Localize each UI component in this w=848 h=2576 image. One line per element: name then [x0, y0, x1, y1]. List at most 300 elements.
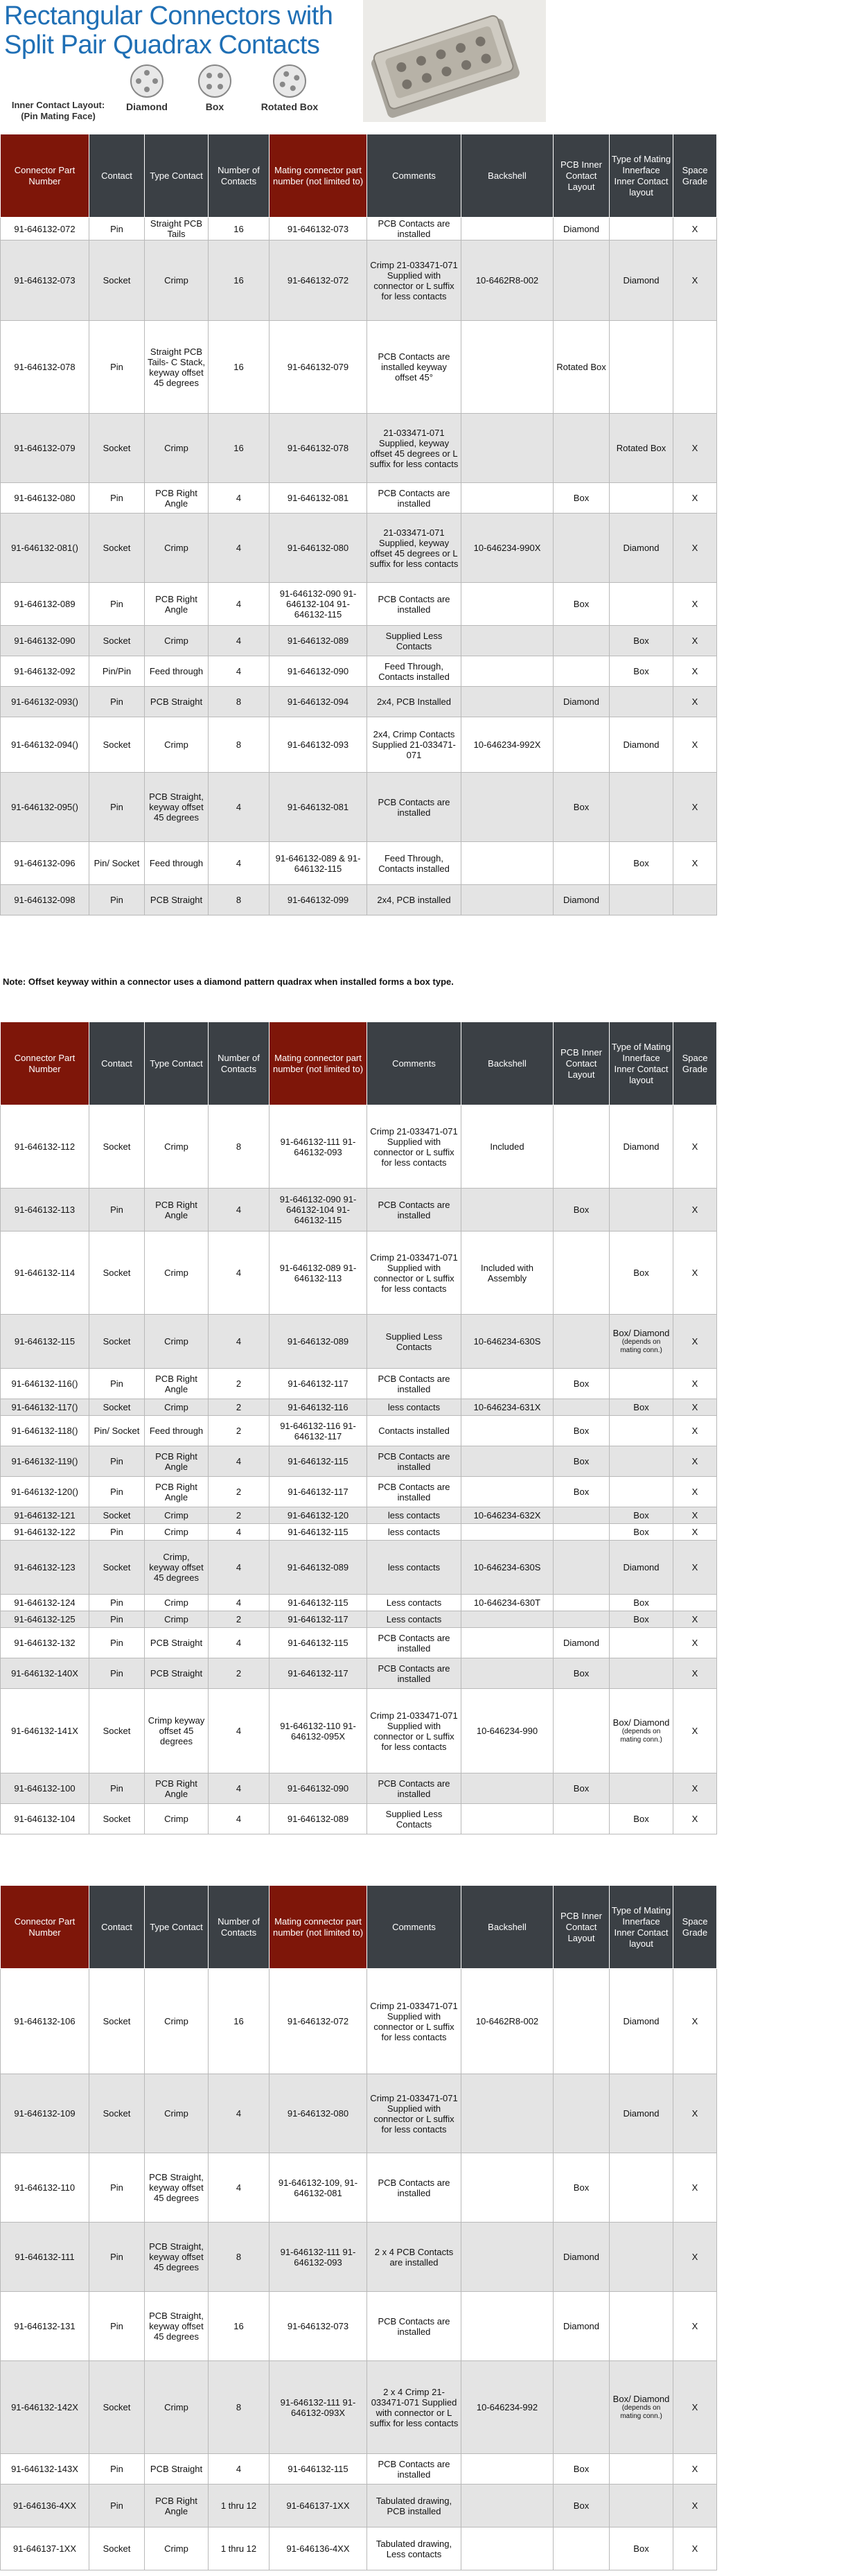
cell-part-number — [1, 1628, 89, 1658]
table-row — [1, 1969, 717, 2074]
table-row — [1, 1658, 717, 1689]
mating-layout-value: Box/ Diamond — [612, 1717, 670, 1728]
part-number-value: 91-646132-142X — [11, 2402, 78, 2412]
cell-mating-layout — [610, 717, 673, 773]
space-grade-value: X — [691, 2321, 698, 2331]
contact-value: Socket — [103, 2108, 131, 2119]
space-grade-value: X — [691, 2464, 698, 2474]
cell-mating-part-number — [270, 1315, 367, 1369]
cell-number-of-contacts — [209, 1369, 270, 1399]
contact-value: Pin — [110, 2500, 123, 2511]
cell-backshell — [461, 1477, 554, 1507]
number-of-contacts-value: 4 — [236, 1814, 242, 1824]
space-grade-value: X — [691, 1638, 698, 1648]
cell-space-grade — [673, 1232, 717, 1315]
number-of-contacts-value: 4 — [236, 1456, 242, 1466]
cell-pcb-layout — [554, 321, 610, 414]
number-of-contacts-value: 2 — [236, 1487, 242, 1497]
cell-number-of-contacts — [209, 885, 270, 915]
cell-pcb-layout — [554, 483, 610, 514]
table-row — [1, 1689, 717, 1773]
contact-value: Socket — [103, 1814, 131, 1824]
type-contact-value: Crimp — [164, 1141, 188, 1152]
type-contact-value: Crimp — [164, 1597, 188, 1608]
mating-layout-value: Box — [633, 1268, 649, 1278]
cell-number-of-contacts — [209, 1611, 270, 1628]
mating-part-number-value: 91-646132-089 — [287, 1336, 349, 1347]
type-contact-value: Crimp — [164, 1510, 188, 1521]
type-contact-value: PCB Right Angle — [155, 1373, 197, 1394]
part-number-value: 91-646132-098 — [14, 895, 76, 905]
cell-pcb-layout — [554, 2074, 610, 2153]
cell-backshell — [461, 842, 554, 885]
cell-space-grade — [673, 1969, 717, 2074]
cell-contact — [89, 2485, 145, 2527]
contact-value: Socket — [103, 275, 131, 286]
cell-pcb-layout — [554, 1611, 610, 1628]
mating-part-number-value: 91-646132-115 — [288, 2464, 348, 2474]
table-row — [1, 1507, 717, 1524]
number-of-contacts-value: 4 — [236, 2464, 242, 2474]
cell-backshell — [461, 483, 554, 514]
column-header-space-grade: Space Grade — [673, 134, 717, 218]
cell-number-of-contacts — [209, 1689, 270, 1773]
cell-space-grade — [673, 218, 717, 240]
space-grade-value: X — [691, 1402, 698, 1412]
number-of-contacts-value: 4 — [236, 1268, 242, 1278]
table-row — [1, 687, 717, 717]
pcb-layout-value: Diamond — [563, 1638, 600, 1648]
cell-space-grade — [673, 1773, 717, 1804]
type-contact-value: Feed through — [149, 1426, 204, 1436]
cell-mating-layout — [610, 1315, 673, 1369]
cell-number-of-contacts — [209, 1628, 270, 1658]
cell-space-grade — [673, 1189, 717, 1232]
cell-comments — [367, 1969, 461, 2074]
cell-contact — [89, 1315, 145, 1369]
part-number-value: 91-646132-125 — [14, 1614, 76, 1624]
cell-type-contact — [145, 1628, 209, 1658]
cell-contact — [89, 1399, 145, 1416]
cell-contact — [89, 1477, 145, 1507]
cell-mating-part-number — [270, 656, 367, 687]
comments-value: Crimp 21-033471-071 Supplied with connector or L suffix for less contacts — [370, 1710, 458, 1752]
cell-mating-layout — [610, 2074, 673, 2153]
type-contact-value: Crimp — [164, 636, 188, 646]
cell-number-of-contacts — [209, 717, 270, 773]
cell-number-of-contacts — [209, 2454, 270, 2485]
table-row — [1, 483, 717, 514]
contact-value: Pin — [110, 895, 123, 905]
cell-type-contact — [145, 773, 209, 842]
cell-backshell — [461, 687, 554, 717]
number-of-contacts-value: 4 — [236, 802, 242, 812]
layout-box-label: Box — [205, 101, 224, 112]
cell-comments — [367, 1416, 461, 1446]
mating-part-number-value: 91-646132-090 — [287, 1783, 349, 1794]
cell-pcb-layout — [554, 240, 610, 321]
cell-number-of-contacts — [209, 1446, 270, 1477]
backshell-value: 10-646234-990 — [476, 1726, 538, 1736]
backshell-value: 10-646234-630T — [473, 1597, 541, 1608]
cell-type-contact — [145, 218, 209, 240]
page-title: Rectangular Connectors with Split Pair Quadrax Contacts — [4, 1, 333, 60]
part-number-value: 91-646132-100 — [14, 1783, 76, 1794]
cell-pcb-layout — [554, 1628, 610, 1658]
part-number-value: 91-646132-080 — [14, 493, 76, 503]
cell-pcb-layout — [554, 1595, 610, 1611]
cell-comments — [367, 626, 461, 656]
comments-value: Crimp 21-033471-071 Supplied with connector or L suffix for less contacts — [370, 2092, 458, 2135]
cell-mating-part-number — [270, 1189, 367, 1232]
space-grade-value: X — [691, 1726, 698, 1736]
cell-comments — [367, 687, 461, 717]
cell-mating-part-number — [270, 1541, 367, 1595]
diamond-layout-icon — [130, 64, 164, 98]
contact-value: Socket — [103, 1268, 131, 1278]
cell-number-of-contacts — [209, 1232, 270, 1315]
number-of-contacts-value: 2 — [236, 1402, 242, 1412]
space-grade-value: X — [691, 2252, 698, 2262]
cell-mating-part-number — [270, 483, 367, 514]
table-row — [1, 1804, 717, 1834]
table-row — [1, 1369, 717, 1399]
mating-part-number-value: 91-646132-110 91-646132-095X — [280, 1720, 356, 1742]
contact-value: Socket — [103, 2402, 131, 2412]
cell-comments — [367, 2153, 461, 2223]
comments-value: Crimp 21-033471-071 Supplied with connector or L suffix for less contacts — [370, 1125, 458, 1168]
cell-mating-part-number — [270, 626, 367, 656]
cell-contact — [89, 2454, 145, 2485]
cell-contact — [89, 626, 145, 656]
type-contact-value: PCB Straight, keyway offset 45 degrees — [149, 2311, 204, 2342]
space-grade-value: X — [691, 1510, 698, 1521]
mating-layout-value: Box — [633, 636, 649, 646]
cell-contact — [89, 1658, 145, 1689]
cell-pcb-layout — [554, 1399, 610, 1416]
mating-part-number-value: 91-646132-090 91-646132-104 91-646132-115 — [279, 588, 357, 620]
cell-pcb-layout — [554, 2292, 610, 2361]
cell-number-of-contacts — [209, 1105, 270, 1189]
cell-number-of-contacts — [209, 240, 270, 321]
mating-part-number-value: 91-646132-120 — [287, 1510, 349, 1521]
pcb-layout-value: Box — [573, 1456, 590, 1466]
part-number-value: 91-646137-1XX — [12, 2543, 77, 2554]
cell-type-contact — [145, 1416, 209, 1446]
column-header-pcb-layout: PCB Inner Contact Layout — [554, 134, 610, 218]
contact-value: Socket — [103, 543, 131, 553]
cell-space-grade — [673, 1369, 717, 1399]
cell-space-grade — [673, 483, 717, 514]
cell-space-grade — [673, 321, 717, 414]
number-of-contacts-value: 8 — [236, 2402, 242, 2412]
cell-backshell — [461, 1689, 554, 1773]
contact-value: Pin — [110, 802, 123, 812]
contact-value: Pin — [110, 1378, 123, 1389]
cell-mating-part-number — [270, 1232, 367, 1315]
cell-mating-layout — [610, 1595, 673, 1611]
cell-mating-part-number — [270, 1658, 367, 1689]
cell-space-grade — [673, 1611, 717, 1628]
contact-value: Socket — [103, 1726, 131, 1736]
comments-value: PCB Contacts are installed — [378, 1632, 450, 1654]
number-of-contacts-value: 2 — [236, 1668, 242, 1679]
cell-backshell — [461, 1658, 554, 1689]
cell-part-number — [1, 773, 89, 842]
contact-value: Pin — [110, 223, 123, 234]
table-row — [1, 2485, 717, 2527]
cell-part-number — [1, 717, 89, 773]
mating-part-number-value: 91-646132-115 — [288, 1638, 348, 1648]
cell-space-grade — [673, 1446, 717, 1477]
space-grade-value: X — [691, 599, 698, 609]
cell-backshell — [461, 626, 554, 656]
cell-part-number — [1, 885, 89, 915]
table-row — [1, 240, 717, 321]
table-row — [1, 2454, 717, 2485]
number-of-contacts-value: 2 — [236, 1510, 242, 1521]
cell-space-grade — [673, 1477, 717, 1507]
space-grade-value: X — [691, 2016, 698, 2026]
cell-contact — [89, 1773, 145, 1804]
cell-type-contact — [145, 1399, 209, 1416]
comments-value: Less contacts — [386, 1597, 442, 1608]
cell-part-number — [1, 687, 89, 717]
cell-part-number — [1, 1595, 89, 1611]
header-row — [1, 134, 717, 218]
cell-backshell — [461, 321, 554, 414]
number-of-contacts-value: 2 — [236, 1614, 242, 1624]
mating-layout-value: Box — [633, 1510, 649, 1521]
space-grade-value: X — [691, 739, 698, 750]
cell-contact — [89, 1541, 145, 1595]
cell-part-number — [1, 2223, 89, 2292]
cell-backshell — [461, 1446, 554, 1477]
cell-comments — [367, 2292, 461, 2361]
pcb-layout-value: Rotated Box — [556, 362, 606, 372]
cell-backshell — [461, 885, 554, 915]
inner-contact-layout-label: Inner Contact Layout: (Pin Mating Face) — [11, 100, 105, 121]
cell-pcb-layout — [554, 2361, 610, 2454]
cell-mating-part-number — [270, 1369, 367, 1399]
cell-type-contact — [145, 1595, 209, 1611]
cell-number-of-contacts — [209, 1416, 270, 1446]
space-grade-value: X — [691, 1562, 698, 1572]
cell-pcb-layout — [554, 1369, 610, 1399]
type-contact-value: Crimp keyway offset 45 degrees — [148, 1715, 205, 1746]
mating-layout-value: Box — [633, 1814, 649, 1824]
type-contact-value: Crimp — [164, 543, 188, 553]
cell-pcb-layout — [554, 583, 610, 626]
cell-type-contact — [145, 1773, 209, 1804]
cell-mating-layout — [610, 1446, 673, 1477]
cell-part-number — [1, 1541, 89, 1595]
cell-type-contact — [145, 1315, 209, 1369]
cell-comments — [367, 1804, 461, 1834]
contact-value: Pin — [110, 1638, 123, 1648]
cell-contact — [89, 773, 145, 842]
part-number-value: 91-646132-113 — [14, 1204, 76, 1215]
cell-contact — [89, 1969, 145, 2074]
cell-pcb-layout — [554, 1524, 610, 1541]
cell-pcb-layout — [554, 514, 610, 583]
number-of-contacts-value: 4 — [236, 493, 242, 503]
contact-value: Pin — [110, 1487, 123, 1497]
part-number-value: 91-646132-106 — [14, 2016, 76, 2026]
backshell-value: 10-6462R8-002 — [475, 275, 539, 286]
header-row — [1, 1886, 717, 1969]
cell-pcb-layout — [554, 1804, 610, 1834]
cell-mating-layout — [610, 1969, 673, 2074]
column-header-type-contact: Type Contact — [145, 1886, 209, 1969]
cell-backshell — [461, 2074, 554, 2153]
cell-comments — [367, 414, 461, 483]
cell-backshell — [461, 1399, 554, 1416]
cell-part-number — [1, 1189, 89, 1232]
type-contact-value: Crimp — [164, 2402, 188, 2412]
cell-type-contact — [145, 483, 209, 514]
space-grade-value: X — [691, 1268, 698, 1278]
type-contact-value: Feed through — [149, 666, 204, 676]
cell-mating-part-number — [270, 885, 367, 915]
number-of-contacts-value: 4 — [236, 543, 242, 553]
cell-backshell — [461, 1773, 554, 1804]
contact-value: Pin — [110, 599, 123, 609]
space-grade-value: X — [691, 2543, 698, 2554]
cell-contact — [89, 414, 145, 483]
cell-part-number — [1, 1446, 89, 1477]
column-header-comments: Comments — [367, 134, 461, 218]
cell-backshell — [461, 1804, 554, 1834]
cell-type-contact — [145, 2485, 209, 2527]
cell-type-contact — [145, 687, 209, 717]
number-of-contacts-value: 4 — [236, 1527, 242, 1537]
column-header-number-of-contacts: Number of Contacts — [209, 1886, 270, 1969]
comments-value: PCB Contacts are installed — [378, 1778, 450, 1799]
number-of-contacts-value: 8 — [236, 739, 242, 750]
cell-backshell — [461, 240, 554, 321]
cell-type-contact — [145, 414, 209, 483]
comments-value: PCB Contacts are installed — [378, 2177, 450, 2198]
number-of-contacts-value: 4 — [236, 1204, 242, 1215]
column-header-mating-part-number: Mating connector part number (not limited to) — [270, 134, 367, 218]
mating-part-number-value: 91-646132-080 — [287, 2108, 349, 2119]
cell-comments — [367, 2527, 461, 2570]
cell-contact — [89, 1804, 145, 1834]
cell-number-of-contacts — [209, 2074, 270, 2153]
part-number-value: 91-646132-124 — [14, 1597, 76, 1608]
contact-value: Pin — [110, 2464, 123, 2474]
comments-value: 21-033471-071 Supplied, keyway offset 45 degrees or L suffix for less contacts — [369, 527, 459, 569]
cell-mating-layout — [610, 1773, 673, 1804]
cell-pcb-layout — [554, 1105, 610, 1189]
table-row — [1, 1232, 717, 1315]
part-number-value: 91-646132-096 — [14, 858, 76, 868]
cell-backshell — [461, 1507, 554, 1524]
cell-number-of-contacts — [209, 1524, 270, 1541]
cell-space-grade — [673, 2153, 717, 2223]
mating-layout-value: Box — [633, 858, 649, 868]
cell-comments — [367, 514, 461, 583]
type-contact-value: PCB Straight — [150, 696, 203, 707]
part-number-value: 91-646132-078 — [14, 362, 76, 372]
part-number-value: 91-646132-095() — [11, 802, 78, 812]
column-header-backshell: Backshell — [461, 134, 554, 218]
pcb-layout-value: Box — [573, 2500, 590, 2511]
cell-backshell — [461, 2292, 554, 2361]
cell-mating-layout — [610, 483, 673, 514]
cell-comments — [367, 1507, 461, 1524]
comments-value: Feed Through, Contacts installed — [378, 852, 450, 874]
cell-type-contact — [145, 1105, 209, 1189]
comments-value: less contacts — [387, 1527, 441, 1537]
cell-backshell — [461, 656, 554, 687]
cell-mating-part-number — [270, 1416, 367, 1446]
space-grade-value: X — [691, 696, 698, 707]
table-row — [1, 626, 717, 656]
cell-number-of-contacts — [209, 1773, 270, 1804]
cell-mating-layout — [610, 2292, 673, 2361]
cell-number-of-contacts — [209, 1507, 270, 1524]
contact-value: Pin — [110, 1204, 123, 1215]
space-grade-value: X — [691, 1814, 698, 1824]
part-number-value: 91-646132-118() — [11, 1426, 78, 1436]
mating-part-number-value: 91-646132-094 — [287, 696, 349, 707]
mating-part-number-value: 91-646132-073 — [287, 2321, 349, 2331]
column-header-mating-part-number: Mating connector part number (not limited to) — [270, 1886, 367, 1969]
cell-pcb-layout — [554, 687, 610, 717]
part-number-value: 91-646132-141X — [11, 1726, 78, 1736]
pcb-layout-value: Box — [573, 1426, 590, 1436]
number-of-contacts-value: 16 — [233, 443, 244, 453]
part-number-value: 91-646132-120() — [11, 1487, 78, 1497]
table-row — [1, 1773, 717, 1804]
contact-value: Socket — [103, 1336, 131, 1347]
table-row — [1, 1399, 717, 1416]
cell-type-contact — [145, 885, 209, 915]
cell-space-grade — [673, 1105, 717, 1189]
mating-note: (depends on mating conn.) — [620, 1728, 662, 1744]
mating-layout-value: Box/ Diamond — [612, 2394, 670, 2404]
cell-type-contact — [145, 1369, 209, 1399]
cell-mating-layout — [610, 1232, 673, 1315]
cell-comments — [367, 656, 461, 687]
column-header-pcb-layout: PCB Inner Contact Layout — [554, 1886, 610, 1969]
cell-contact — [89, 842, 145, 885]
cell-space-grade — [673, 885, 717, 915]
cell-comments — [367, 2223, 461, 2292]
cell-comments — [367, 1105, 461, 1189]
part-number-value: 91-646132-104 — [14, 1814, 76, 1824]
cell-number-of-contacts — [209, 321, 270, 414]
cell-contact — [89, 2153, 145, 2223]
cell-mating-layout — [610, 1477, 673, 1507]
comments-value: PCB Contacts are installed — [378, 487, 450, 509]
number-of-contacts-value: 2 — [236, 1426, 242, 1436]
type-contact-value: PCB Straight — [150, 895, 203, 905]
cell-type-contact — [145, 2153, 209, 2223]
cell-mating-part-number — [270, 1399, 367, 1416]
space-grade-value: X — [691, 2402, 698, 2412]
space-grade-value: X — [691, 1426, 698, 1436]
cell-space-grade — [673, 1315, 717, 1369]
part-number-value: 91-646132-079 — [14, 443, 76, 453]
cell-part-number — [1, 2292, 89, 2361]
column-header-contact: Contact — [89, 134, 145, 218]
column-header-backshell: Backshell — [461, 1022, 554, 1105]
type-contact-value: Crimp — [164, 2108, 188, 2119]
cell-mating-layout — [610, 2153, 673, 2223]
